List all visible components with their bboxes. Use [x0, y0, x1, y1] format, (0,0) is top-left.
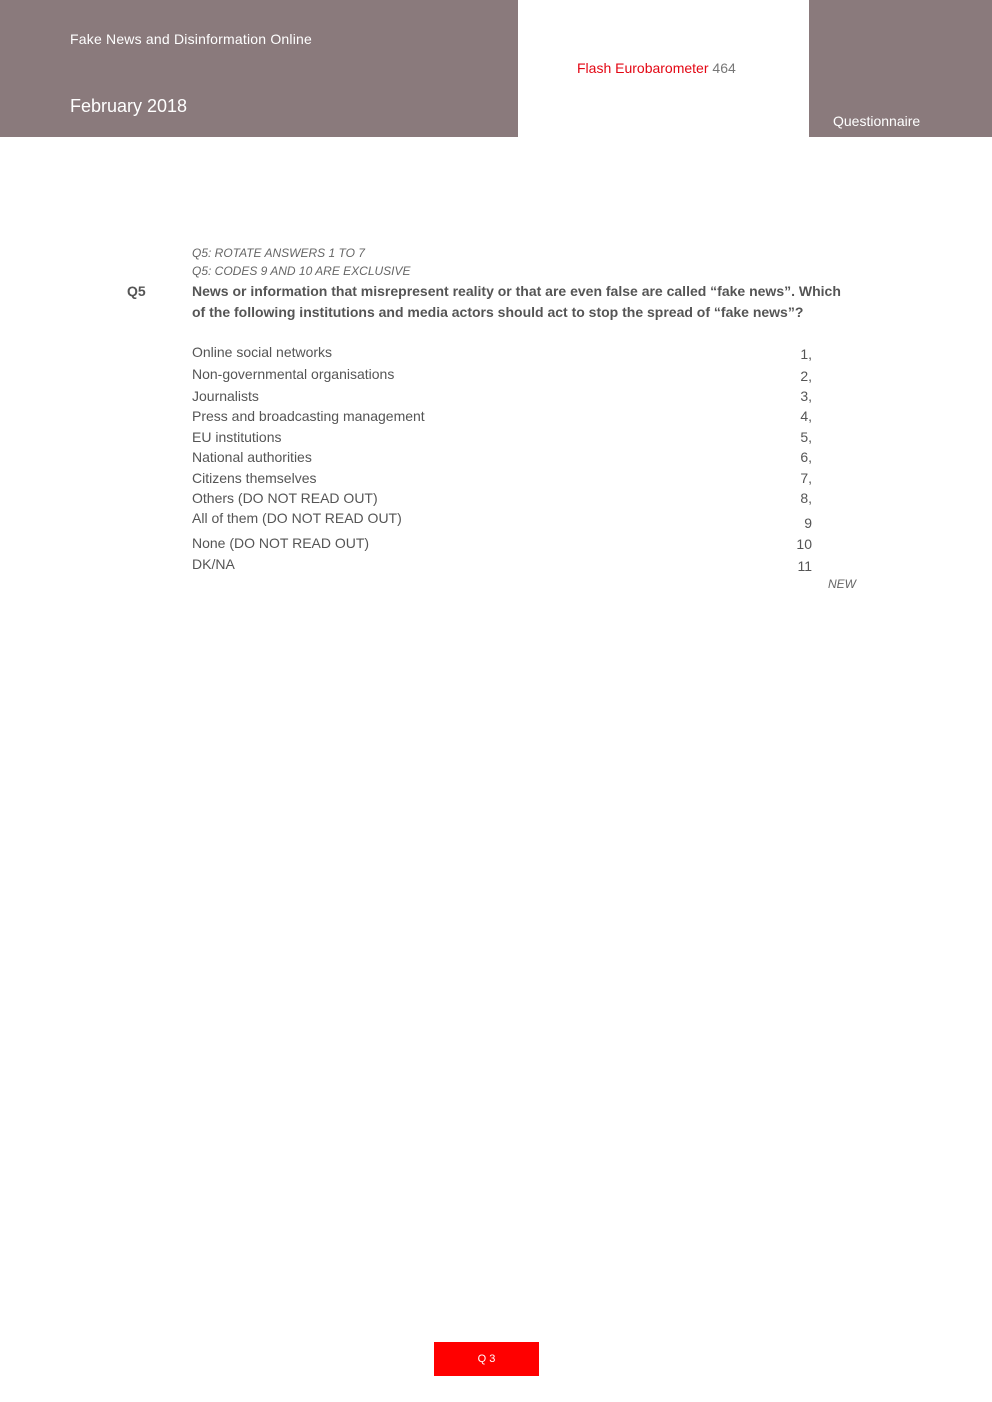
answer-label: Non-governmental organisations — [192, 366, 395, 382]
answer-label: Others (DO NOT READ OUT) — [192, 490, 378, 506]
instruction-rotate: Q5: ROTATE ANSWERS 1 TO 7 — [192, 246, 365, 260]
report-title: Fake News and Disinformation Online — [70, 31, 312, 47]
brand-number: 464 — [712, 60, 736, 76]
report-date: February 2018 — [70, 96, 188, 116]
new-question-note: NEW — [828, 577, 856, 591]
answer-label: EU institutions — [192, 429, 282, 445]
question-id: Q5 — [127, 283, 146, 299]
answer-code: 3, — [800, 388, 812, 404]
answer-code: 11 — [797, 558, 812, 574]
answer-code: 10 — [796, 536, 812, 552]
brand-name: Flash Eurobarometer — [577, 60, 709, 76]
answer-label: National authorities — [192, 449, 312, 465]
page-number-tab — [434, 1342, 539, 1376]
answer-code: 2, — [800, 368, 812, 384]
instruction-exclusive: Q5: CODES 9 AND 10 ARE EXCLUSIVE — [192, 264, 411, 278]
survey-brand — [577, 60, 736, 76]
answer-code: 4, — [800, 408, 812, 424]
question-text: News or information that misrepresent reality or that are even false are called “fake news”. Which of the following institutions and media actors should act to stop the spread of “fake news”? — [192, 283, 841, 320]
answer-code: 6, — [800, 449, 812, 465]
answer-label: Online social networks — [192, 344, 333, 360]
answer-code: 9 — [804, 515, 812, 531]
answer-label: All of them (DO NOT READ OUT) — [192, 510, 402, 526]
page-number-label: Q 3 — [477, 1353, 496, 1365]
answer-code: 1, — [800, 346, 812, 362]
answer-label: None (DO NOT READ OUT) — [192, 535, 370, 551]
answer-code: 7, — [800, 470, 812, 486]
answer-label: Press and broadcasting management — [192, 408, 425, 424]
answer-code: 8, — [800, 490, 812, 506]
answer-code: 5, — [800, 429, 812, 445]
answer-label: Citizens themselves — [192, 470, 317, 486]
answer-label: DK/NA — [192, 556, 235, 572]
document-type: Questionnaire — [833, 113, 921, 129]
answer-label: Journalists — [192, 388, 259, 404]
